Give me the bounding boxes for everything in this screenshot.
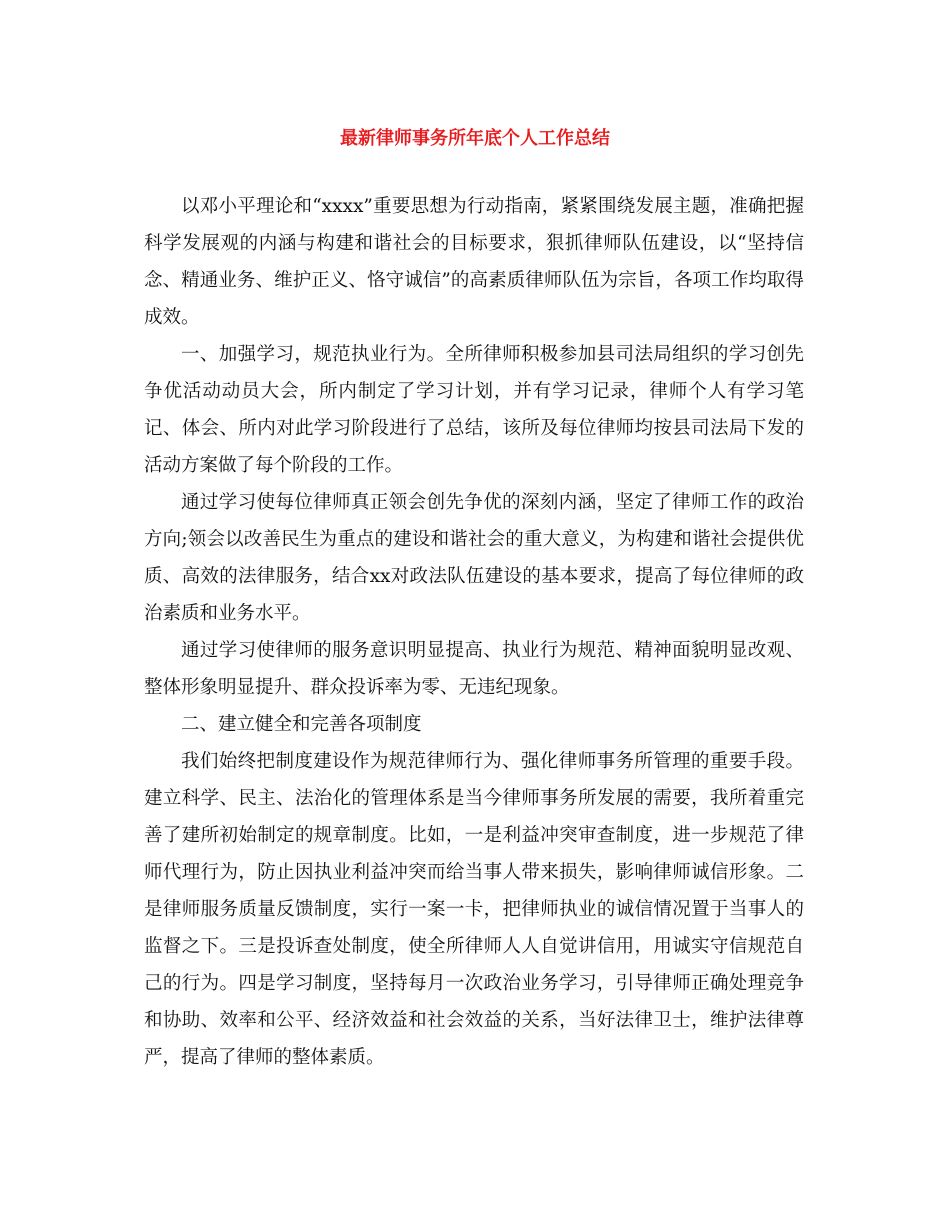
- paragraph-section-one: 一、加强学习，规范执业行为。全所律师积极参加县司法局组织的学习创先争优活动动员大会，所内制定了学习计划，并有学习记录，律师个人有学习笔记、体会、所内对此学习阶段进行了总结，该所及每位律师均按县司法局下发的活动方案做了每个阶段的工作。: [144, 344, 804, 476]
- paragraph-study-outcome: 通过学习使每位律师真正领会创先争优的深刻内涵，坚定了律师工作的政治方向;领会以改善民生为重点的建设和谐社会的重大意义，为构建和谐社会提供优质、高效的法律服务，结合xx对政法队伍建设的基本要求，提高了每位律师的政治素质和业务水平。: [144, 492, 804, 624]
- paragraph-section-two-heading: 二、建立健全和完善各项制度: [181, 714, 422, 735]
- document-body: [144, 188, 804, 1076]
- paragraph-system-building: 我们始终把制度建设作为规范律师行为、强化律师事务所管理的重要手段。建立科学、民主、法治化的管理体系是当今律师事务所发展的需要，我所着重完善了建所初始制定的规章制度。比如，一是利益冲突审查制度，进一步规范了律师代理行为，防止因执业利益冲突而给当事人带来损失，影响律师诚信形象。二是律师服务质量反馈制度，实行一案一卡，把律师执业的诚信情况置于当事人的监督之下。三是投诉查处制度，使全所律师人人自觉讲信用，用诚实守信规范自己的行为。四是学习制度，坚持每月一次政治业务学习，引导律师正确处理竞争和协助、效率和公平、经济效益和社会效益的关系，当好法律卫士，维护法律尊严，提高了律师的整体素质。: [144, 751, 804, 1068]
- paragraph-service-awareness: 通过学习使律师的服务意识明显提高、执业行为规范、精神面貌明显改观、整体形象明显提升、群众投诉率为零、无违纪现象。: [144, 640, 804, 698]
- document-title: 最新律师事务所年底个人工作总结: [340, 128, 610, 149]
- paragraph-intro: 以邓小平理论和“xxxx”重要思想为行动指南，紧紧围绕发展主题，准确把握科学发展观的内涵与构建和谐社会的目标要求，狠抓律师队伍建设，以“坚持信念、精通业务、维护正义、恪守诚信”的高素质律师队伍为宗旨，各项工作均取得成效。: [144, 196, 804, 328]
